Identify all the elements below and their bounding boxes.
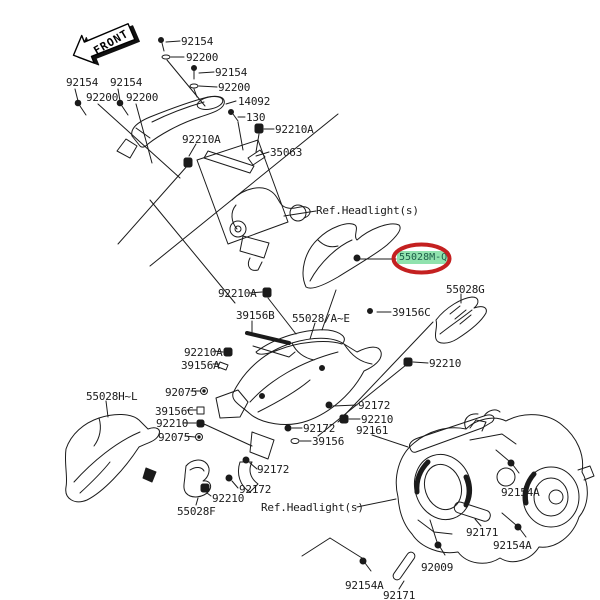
part-label: 130: [246, 111, 266, 124]
part-label: 39156C: [155, 405, 194, 418]
pad-39156b: [247, 321, 295, 357]
part-label: 92009: [421, 561, 454, 574]
part-label: 92210: [212, 492, 245, 505]
ref-headlight-label: Ref.Headlight(s): [261, 501, 364, 514]
part-label: 55028/A~E: [292, 312, 350, 325]
part-label: 92210A: [182, 133, 221, 146]
part-label: 39156A: [181, 359, 220, 372]
winglet-55028hl: [65, 401, 159, 502]
highlighted-part-label[interactable]: 55028M-Q: [399, 252, 448, 263]
part-label: 92200: [186, 51, 219, 64]
ref-headlight-label: Ref.Headlight(s): [316, 204, 419, 217]
part-label: 92075: [165, 386, 198, 399]
part-label: 92210: [361, 413, 394, 426]
part-label: 92154: [110, 76, 143, 89]
part-label: 92154A: [493, 539, 532, 552]
headlight-unit: [357, 414, 594, 563]
part-label: 92210A: [218, 287, 257, 300]
part-label: 14092: [238, 95, 271, 108]
part-label: 39156B: [236, 309, 275, 322]
headlight-stay: [230, 188, 316, 271]
part-label: 35063: [270, 146, 303, 159]
part-label: 92154: [66, 76, 99, 89]
part-label: 92210A: [184, 346, 223, 359]
part-label: 55028F: [177, 505, 216, 518]
part-label: 92154A: [345, 579, 384, 592]
part-label: 92210A: [275, 123, 314, 136]
part-label: 92210: [156, 417, 189, 430]
part-label: 92171: [383, 589, 416, 600]
part-label: 92200: [218, 81, 251, 94]
part-label: 92171: [466, 526, 499, 539]
part-label: 55028H~L: [86, 390, 138, 403]
part-label: 92172: [239, 483, 272, 496]
part-label: 92210: [429, 357, 462, 370]
part-label: 92172: [257, 463, 290, 476]
part-label: 92200: [126, 91, 159, 104]
part-label: 92154: [181, 35, 214, 48]
part-label: 39156: [312, 435, 345, 448]
part-label: 92161: [356, 424, 389, 437]
part-label: 92075: [158, 431, 191, 444]
part-label: 39156C: [392, 306, 431, 319]
part-label: 92154A: [501, 486, 540, 499]
part-label: 92200: [86, 91, 119, 104]
part-label: 92172: [303, 422, 336, 435]
part-label: 92172: [358, 399, 391, 412]
winglet-55028g: [435, 294, 486, 343]
part-label: 92154: [215, 66, 248, 79]
main-cowl: [216, 323, 381, 492]
front-arrow-label: FRONT: [91, 27, 131, 58]
part-label: 55028G: [446, 283, 485, 296]
bracket-55028f: [184, 460, 211, 505]
front-arrow-icon: [67, 11, 141, 73]
